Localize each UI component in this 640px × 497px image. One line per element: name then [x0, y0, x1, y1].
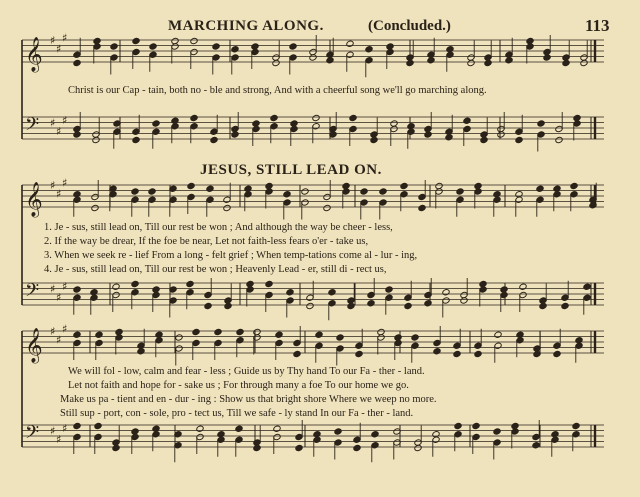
note-head [265, 280, 273, 287]
note-head [289, 43, 297, 50]
note-head [353, 444, 361, 451]
note-head [580, 59, 588, 66]
note-head [346, 40, 354, 47]
hymn2-title: JESUS, STILL LEAD ON. [200, 162, 382, 178]
note-head [112, 283, 120, 290]
note-head [562, 59, 570, 66]
note-head [132, 136, 140, 143]
note-head [301, 188, 309, 195]
note-head [445, 134, 453, 141]
note-head [273, 425, 281, 432]
note-head [112, 444, 120, 451]
note-head [418, 204, 426, 211]
sharp-icon: ♯ [50, 34, 56, 47]
note-head [137, 348, 145, 355]
note-head [315, 331, 323, 338]
note-head [328, 289, 336, 296]
sharp-icon: ♯ [50, 179, 56, 192]
sharp-icon: ♯ [50, 325, 56, 338]
sharp-icon: ♯ [56, 432, 62, 446]
note-head [192, 328, 200, 335]
note-head [400, 182, 408, 189]
note-head [175, 334, 183, 341]
treble-clef-icon: 𝄞 [25, 37, 43, 72]
note-head [536, 185, 544, 192]
verse-1-line-1: 1. Je - sus, still lead on, Till our rest be won ; And although the way be cheer - less, [44, 222, 393, 233]
note-head [196, 425, 204, 432]
note-head [433, 348, 441, 355]
treble-clef-icon: 𝄞 [25, 182, 43, 217]
note-head [427, 57, 435, 64]
note-head [379, 188, 387, 195]
note-head [519, 283, 527, 290]
sharp-icon: ♯ [56, 42, 62, 56]
note-head [555, 136, 563, 143]
note-head [371, 431, 379, 438]
note-head [323, 204, 331, 211]
note-head [73, 422, 81, 429]
sharp-icon: ♯ [56, 124, 62, 138]
hymn1-title: MARCHING ALONG. [168, 18, 324, 34]
note-head [73, 131, 81, 138]
note-head [326, 57, 334, 64]
verse-3-line-2: Make us pa - tient and en - dur - ing : Show us that bright shore Where we weep no more. [60, 394, 437, 405]
note-head [572, 422, 580, 429]
note-head [385, 286, 393, 293]
note-head [293, 350, 301, 357]
note-head [515, 136, 523, 143]
note-head [187, 182, 195, 189]
note-head [223, 204, 231, 211]
sharp-icon: ♯ [62, 279, 68, 293]
note-head [210, 136, 218, 143]
sharp-icon: ♯ [62, 113, 68, 127]
note-head [553, 350, 561, 357]
note-head [236, 328, 244, 335]
note-head [73, 286, 81, 293]
note-head [312, 114, 320, 121]
note-head [411, 334, 419, 341]
note-head [414, 444, 422, 451]
note-head [539, 302, 547, 309]
note-head [480, 136, 488, 143]
note-head [424, 300, 432, 307]
note-head [494, 331, 502, 338]
note-head [306, 302, 314, 309]
note-head [73, 59, 81, 66]
note-head [231, 46, 239, 53]
note-head [454, 422, 462, 429]
note-head [275, 331, 283, 338]
note-head [336, 334, 344, 341]
note-head [589, 202, 597, 209]
note-head [367, 300, 375, 307]
sharp-icon: ♯ [56, 290, 62, 304]
note-head [148, 188, 156, 195]
verse-3-line-1: 3. When we seek re - lief From a long - felt grief ; When temp-tations come al - lur - ing, [44, 250, 418, 261]
page-number: 113 [585, 16, 610, 35]
note-head [406, 59, 414, 66]
note-head [131, 188, 139, 195]
note-head [206, 185, 214, 192]
sharp-icon: ♯ [62, 322, 68, 336]
note-head [532, 442, 540, 449]
note-head [190, 37, 198, 44]
note-head [204, 302, 212, 309]
note-head [497, 131, 505, 138]
note-head [484, 59, 492, 66]
note-head [95, 331, 103, 338]
treble-clef-icon: 𝄞 [25, 328, 43, 363]
note-head [92, 136, 100, 143]
note-head [253, 444, 261, 451]
sharp-icon: ♯ [56, 187, 62, 201]
note-head [212, 43, 220, 50]
note-head [505, 57, 513, 64]
note-head [583, 283, 591, 290]
bass-clef-icon: 𝄢 [25, 422, 40, 448]
note-head [73, 331, 81, 338]
sharp-icon: ♯ [62, 31, 68, 45]
hymn1-subtitle: (Concluded.) [368, 18, 451, 34]
note-head [365, 46, 373, 53]
sharp-icon: ♯ [56, 333, 62, 347]
note-head [270, 114, 278, 121]
note-head [149, 43, 157, 50]
note-head [235, 425, 243, 432]
note-head [347, 302, 355, 309]
note-head [295, 444, 303, 451]
note-head [537, 120, 545, 127]
verse-4-line-2: Still sup - port, con - sole, pro - tect us, Till we safe - ly stand In our Fa - ther - land. [60, 408, 414, 419]
note-head [355, 350, 363, 357]
note-head [460, 297, 468, 304]
note-head [472, 422, 480, 429]
sharp-icon: ♯ [62, 176, 68, 190]
note-head [190, 114, 198, 121]
verse-1-line-2: We will fol - low, calm and fear - less ; Guide us by Thy hand To our Fa - ther - land. [68, 366, 425, 377]
note-head [214, 328, 222, 335]
bass-clef-icon: 𝄢 [25, 114, 40, 140]
note-head [543, 54, 551, 61]
note-head [283, 191, 291, 198]
note-head [360, 188, 368, 195]
note-head [453, 350, 461, 357]
note-head [493, 428, 501, 435]
note-head [349, 114, 357, 121]
verse-4-line-1: 4. Je - sus, still lead on, Till our rest be won ; Heavenly Lead - er, still di - rect us, [44, 264, 387, 275]
note-head [334, 428, 342, 435]
hymn1-lyric: Christ is our Cap - tain, both no - ble and strong, And with a cheerful song we'll go marching along. [68, 85, 487, 96]
sharp-icon: ♯ [50, 116, 56, 130]
note-head [94, 422, 102, 429]
sharp-icon: ♯ [62, 421, 68, 435]
sharp-icon: ♯ [50, 424, 56, 438]
sharp-icon: ♯ [50, 282, 56, 296]
note-head [272, 59, 280, 66]
note-head [474, 350, 482, 357]
note-head [424, 131, 432, 138]
note-head [456, 188, 464, 195]
verse-2-line-1: 2. If the way be drear, If the foe be near, Let not faith-less fears o'er - take us, [44, 236, 369, 247]
note-head [286, 289, 294, 296]
note-head [224, 302, 232, 309]
note-head [467, 59, 475, 66]
note-head [91, 204, 99, 211]
note-head [570, 182, 578, 189]
note-head [404, 302, 412, 309]
note-head [186, 280, 194, 287]
verse-2-line-2: Let not faith and hope for - sake us ; For through many a foe To our home we go. [68, 380, 409, 391]
note-head [370, 136, 378, 143]
note-head [132, 37, 140, 44]
note-head [131, 280, 139, 287]
note-head [309, 54, 317, 61]
note-head [152, 120, 160, 127]
note-head [533, 350, 541, 357]
note-head [442, 289, 450, 296]
bass-clef-icon: 𝄢 [25, 280, 40, 306]
note-head [561, 302, 569, 309]
note-head [110, 43, 118, 50]
note-head [231, 131, 239, 138]
note-head [463, 117, 471, 124]
